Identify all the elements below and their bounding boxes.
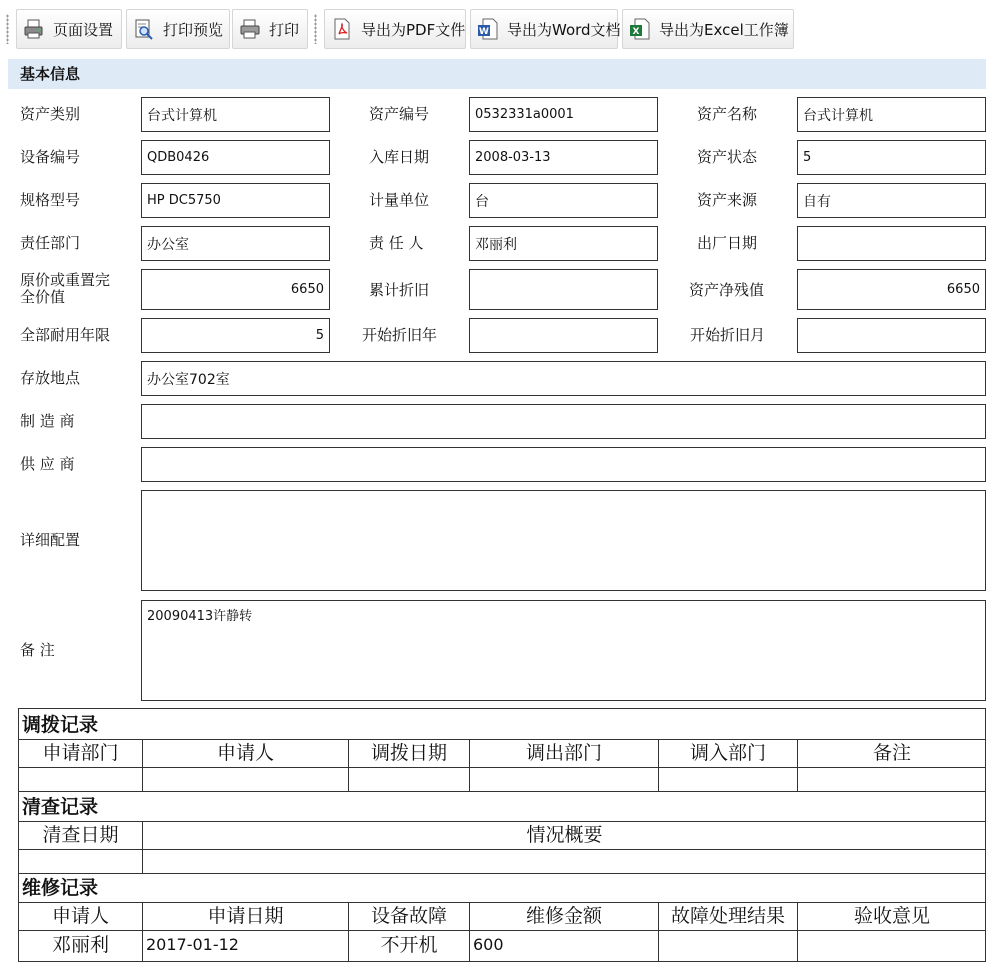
asset-category-label: 资产类别: [20, 105, 81, 123]
remarks-label: 备 注: [20, 641, 55, 659]
excel-file-icon: [629, 18, 651, 40]
print-preview-label: 打印预览: [163, 20, 224, 39]
accum-depr-label: 累计折旧: [369, 281, 430, 299]
in-date-label: 入库日期: [369, 148, 430, 166]
table-header-cell: 申请人: [51, 905, 109, 927]
page-setup-icon: [23, 18, 45, 40]
depr-start-month-label: 开始折旧月: [690, 326, 766, 344]
asset-source-field[interactable]: 自有: [797, 183, 986, 218]
device-no-label: 设备编号: [20, 148, 81, 166]
asset-source-label: 资产来源: [697, 191, 758, 209]
inventory-records-title: 清查记录: [22, 796, 99, 818]
table-header-cell: 申请日期: [207, 905, 284, 927]
pdf-file-icon: [331, 18, 353, 40]
print-button[interactable]: [232, 9, 308, 49]
export-excel-button[interactable]: [622, 9, 794, 49]
repair-records-title: 维修记录: [22, 877, 99, 899]
in-date-field[interactable]: 2008-03-13: [469, 140, 658, 175]
manufacturer-label: 制 造 商: [20, 412, 75, 430]
depr-start-year-field[interactable]: [469, 318, 658, 353]
table-cell: 600: [473, 935, 504, 954]
location-field[interactable]: 办公室702室: [141, 361, 986, 396]
asset-status-field[interactable]: 5: [797, 140, 986, 175]
svg-text:X: X: [632, 27, 640, 37]
page-setup-label: 页面设置: [53, 20, 114, 39]
table-header-cell: 备注: [872, 742, 911, 764]
unit-label: 计量单位: [369, 191, 430, 209]
page-setup-button[interactable]: [16, 9, 122, 49]
basic-info-header: 基本信息: [8, 59, 986, 89]
location-label: 存放地点: [20, 369, 81, 387]
asset-no-label: 资产编号: [369, 105, 430, 123]
print-preview-button[interactable]: [126, 9, 230, 49]
print-label: 打印: [269, 20, 300, 39]
asset-name-field[interactable]: 台式计算机: [797, 97, 986, 132]
depr-start-year-label: 开始折旧年: [362, 326, 438, 344]
unit-field[interactable]: 台: [469, 183, 658, 218]
depr-start-month-field[interactable]: [797, 318, 986, 353]
life-years-label: 全部耐用年限: [20, 326, 111, 344]
export-pdf-button[interactable]: [324, 9, 466, 49]
table-header-cell: 验收意见: [853, 905, 930, 927]
supplier-label: 供 应 商: [20, 455, 75, 473]
table-header-cell: 情况概要: [526, 824, 603, 846]
life-years-field[interactable]: 5: [141, 318, 330, 353]
asset-no-field[interactable]: 0532331a0001: [469, 97, 658, 132]
word-file-icon: [477, 18, 499, 40]
supplier-field[interactable]: [141, 447, 986, 482]
spec-model-label: 规格型号: [20, 191, 81, 209]
toolbar-grip[interactable]: [6, 14, 9, 44]
table-header-cell: 故障处理结果: [670, 905, 785, 927]
export-pdf-label: 导出为PDF文件: [361, 20, 466, 39]
table-header-cell: 调出部门: [525, 742, 602, 764]
detail-config-textarea[interactable]: [141, 490, 986, 591]
person-field[interactable]: 邓丽利: [469, 226, 658, 261]
records-grid: [18, 708, 986, 962]
table-header-cell: 调入部门: [689, 742, 766, 764]
net-value-label: 资产净残值: [689, 281, 765, 299]
table-cell: 2017-01-12: [146, 935, 239, 954]
toolbar: [0, 0, 1000, 56]
original-value-field[interactable]: 6650: [141, 269, 330, 310]
transfer-records-title: 调拨记录: [22, 714, 99, 736]
mfg-date-field[interactable]: [797, 226, 986, 261]
printer-icon: [239, 18, 261, 40]
table-cell: 不开机: [380, 934, 438, 956]
table-header-cell: 维修金额: [525, 905, 602, 927]
person-label: 责 任 人: [369, 234, 424, 252]
table-header-cell: 设备故障: [370, 905, 447, 927]
table-header-cell: 清查日期: [42, 824, 119, 846]
toolbar-grip[interactable]: [314, 14, 317, 44]
dept-field[interactable]: 办公室: [141, 226, 330, 261]
spec-model-field[interactable]: HP DC5750: [141, 183, 330, 218]
table-header-cell: 申请部门: [42, 742, 119, 764]
table-cell: 邓丽利: [51, 934, 109, 956]
svg-text:W: W: [479, 27, 489, 37]
export-word-button[interactable]: [470, 9, 621, 49]
net-value-field[interactable]: 6650: [797, 269, 986, 310]
mfg-date-label: 出厂日期: [697, 234, 758, 252]
manufacturer-field[interactable]: [141, 404, 986, 439]
asset-status-label: 资产状态: [697, 148, 758, 166]
export-word-label: 导出为Word文档: [507, 20, 621, 39]
original-value-label: 原价或重置完全价值: [20, 271, 111, 306]
export-excel-label: 导出为Excel工作簿: [659, 20, 789, 39]
remarks-textarea[interactable]: 20090413许静转: [141, 600, 986, 701]
table-header-cell: 调拨日期: [370, 742, 447, 764]
detail-config-label: 详细配置: [20, 531, 81, 549]
asset-name-label: 资产名称: [697, 105, 758, 123]
table-header-cell: 申请人: [216, 742, 274, 764]
dept-label: 责任部门: [20, 234, 81, 252]
print-preview-icon: [133, 18, 155, 40]
asset-category-field[interactable]: 台式计算机: [141, 97, 330, 132]
device-no-field[interactable]: QDB0426: [141, 140, 330, 175]
accum-depr-field[interactable]: [469, 269, 658, 310]
